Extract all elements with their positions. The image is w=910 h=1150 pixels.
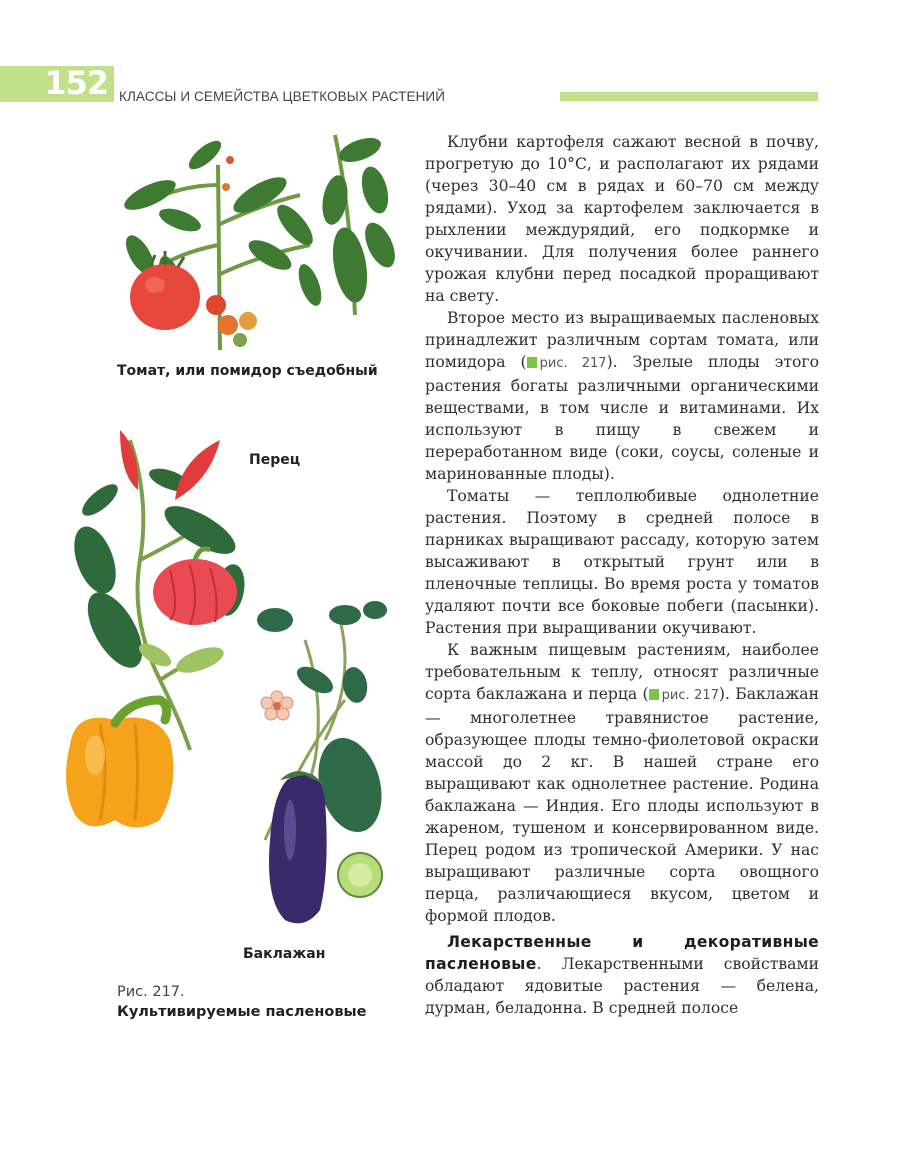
paragraph-tomato: Второе место из выращиваемых пасленовых принадлежит различным сортам томата, или помидора ( рис. 217). Зрелые плоды этого растения богаты различными органическими веществами, в том числе и витаминами. Их используют в пищу в свежем и переработанном виде (соки, соусы, соленые и маринованные плоды).	[425, 309, 819, 483]
page-number: 152	[44, 64, 108, 102]
eggplant-caption: Баклажан	[243, 946, 326, 962]
tomato-caption: Томат, или помидор съедобный	[117, 363, 378, 379]
eggplant-illustration	[245, 600, 395, 935]
pepper-caption: Перец	[249, 452, 301, 468]
paragraph-eggplant-pepper: К важным пищевым растениям, наиболее требовательным к теплу, относят различные сорта баклажана и перца ( рис. 217). Баклажан — многолетнее травянистое растение, образующее плоды темно-фиолетовой окраски массой до 2 кг. В нашей стране его выращивают как однолетнее растение. Родина баклажана — Индия. Его плоды используют в жареном, тушеном и консервированном виде. Перец родом из тропической Америки. У нас выращивают различные сорта овощного перца, различающиеся вкусом, цветом и формой плодов.	[425, 641, 819, 925]
reference-marker-icon	[649, 689, 659, 700]
paragraph-potato-planting: Клубни картофеля сажают весной в почву, прогретую до 10°С, и располагают их рядами (через 30–40 см в рядах и 60–70 см между рядами). Уход за картофелем заключается в рыхлении междурядий, его подкормке и окучивании. Для получения более раннего урожая клубни перед посадкой проращивают на свету.	[425, 133, 819, 305]
figure-reference-link[interactable]: рис. 217	[649, 688, 719, 703]
paragraph-tomato-growing: Томаты — теплолюбивые однолетние растения. Поэтому в средней полосе в парниках выращивают рассаду, которую затем высаживают в открытый грунт или в пленочные теплицы. Во время роста у томатов удаляют почти все боковые побеги (пасынки). Растения при выращивании окучивают.	[425, 487, 819, 637]
figure-reference-link[interactable]: рис. 217	[527, 356, 607, 371]
reference-marker-icon	[527, 357, 537, 368]
header-rule	[560, 92, 818, 101]
figure-title: Культивируемые пасленовые	[117, 1004, 367, 1020]
figure-number: Рис. 217.	[117, 984, 185, 1000]
body-text	[425, 131, 819, 1019]
tomato-illustration	[110, 125, 400, 350]
paragraph-medicinal: Лекарственные и декоративные пасленовые. Лекарственными свойствами обладают ядовитые растения — белена, дурман, беладонна. В средней полосе	[425, 933, 819, 1017]
page-number-band	[0, 66, 114, 102]
section-heading-inline: Лекарственные и декоративные пасленовые	[425, 933, 819, 973]
bell-pepper-illustration	[60, 695, 180, 835]
running-title: КЛАССЫ И СЕМЕЙСТВА ЦВЕТКОВЫХ РАСТЕНИЙ	[119, 89, 446, 104]
